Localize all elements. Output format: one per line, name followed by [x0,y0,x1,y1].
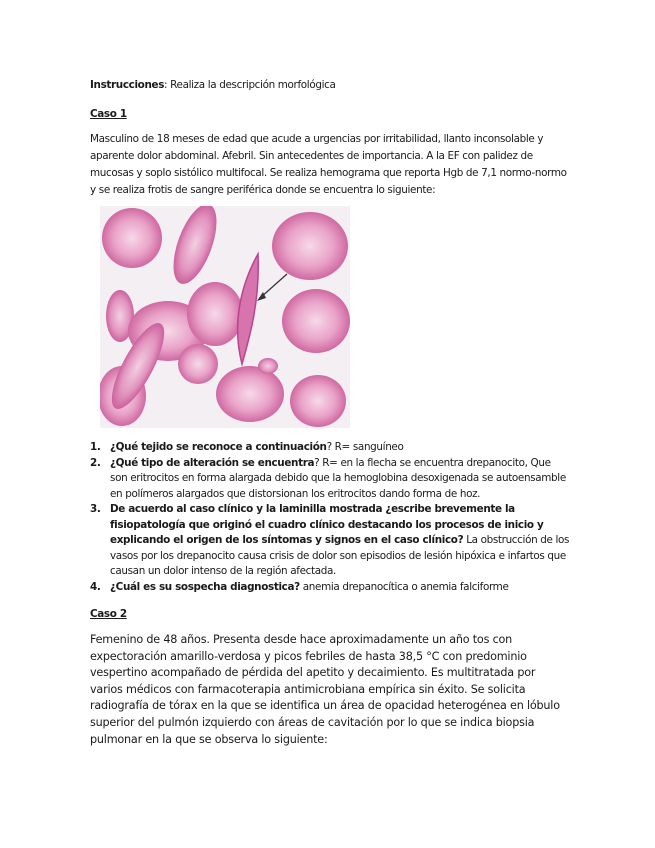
case1-line: mucosas y soplo sistólico multifocal. Se realiza hemograma que reporta Hgb de 7,1 normo-normo [90,167,567,179]
instructions-text: : Realiza la descripción morfológica [164,79,336,91]
instructions-label: Instrucciones [90,79,165,91]
question-item: 2. ¿Qué tipo de alteración se encuentra? R= en la flecha se encuentra drepanocito, Que son eritrocitos en forma alargada debido que la hemoglobina desoxigenada se autoensamble en polímeros alargados que distorsionan los eritrocitos dando forma de hoz. [90,456,566,500]
case2-title: Caso 2 [90,608,127,620]
case2-line: expectoración amarillo-verdosa y picos febriles de hasta 38,5 °C con predominio [90,649,527,663]
case1-line: Masculino de 18 meses de edad que acude a urgencias por irritabilidad, llanto inconsolable y [90,133,544,145]
case2-line: radiografía de tórax en la que se identifica un área de opacidad heterogénea en lóbulo [90,699,560,713]
question-text: ¿Qué tejido se reconoce a continuación [110,441,327,453]
question-text: De acuerdo al caso clínico y la laminilla mostrada ¿escribe brevemente la fisiopatología que originó el cuadro clínico destacando los procesos de inicio y explicando el origen de los síntomas y signos en el caso clínico? [110,503,544,546]
case2-line: vespertino acompañado de pérdida del apetito y decaimiento. Es multitratada por [90,666,536,680]
case1-line: aparente dolor abdominal. Afebril. Sin antecedentes de importancia. A la EF con palidez de [90,150,533,162]
case1-heading [90,106,565,123]
case2-line: pulmonar en la que se observa lo siguiente: [90,732,328,746]
case1-title: Caso 1 [90,108,127,120]
case1-questions [90,440,570,595]
case2-paragraph [90,632,590,748]
question-item: 4. ¿Cuál es su sospecha diagnostica? anemia drepanocítica o anemia falciforme [90,580,509,593]
instructions-line [90,77,565,94]
question-item: 1. ¿Qué tejido se reconoce a continuación? R= sanguíneo [90,441,404,453]
case2-line: Femenino de 48 años. Presenta desde hace aproximadamente un año tos con [90,633,513,646]
case2-heading [90,606,565,623]
blood-smear-illustration [100,206,350,428]
answer-text: ? R= sanguíneo [326,441,404,453]
case1-line: y se realiza frotis de sangre periférica donde se encuentra lo siguiente: [90,184,436,196]
question-item: 3. De acuerdo al caso clínico y la laminilla mostrada ¿escribe brevemente la fisiopatología que originó el cuadro clínico destacando los procesos de inicio y explicando el origen de los síntomas y signos en el caso clínico? La obstrucción de los vasos por los drepanocito causa crisis de dolor son episodios de lesión hipóxica e infartos que causan un dolor intenso de la región afectada. [90,503,570,577]
answer-text: anemia drepanocítica o anemia falciforme [299,580,509,593]
case2-line: varios médicos con farmacoterapia antimicrobiana empírica sin éxito. Se solicita [90,682,526,696]
answer-text: ? R= en la flecha se encuentra drepanocito, Que son eritrocitos en forma alargada debido que la hemoglobina desoxigenada se autoensamble en polímeros alargados que distorsionan los eritrocitos dando forma de hoz. [110,456,566,500]
question-text: ¿Qué tipo de alteración se encuentra [110,456,315,469]
case2-line: superior del pulmón izquierdo con áreas de cavitación por lo que se indica biopsia [90,715,535,729]
case1-paragraph [90,131,565,199]
answer-text: La obstrucción de los vasos por los drepanocito causa crisis de dolor son episodios de lesión hipóxica e infartos que causan un dolor intenso de la región afectada. [110,534,570,577]
question-text: ¿Cuál es su sospecha diagnostica? [110,580,300,593]
blood-smear-image [100,206,350,428]
